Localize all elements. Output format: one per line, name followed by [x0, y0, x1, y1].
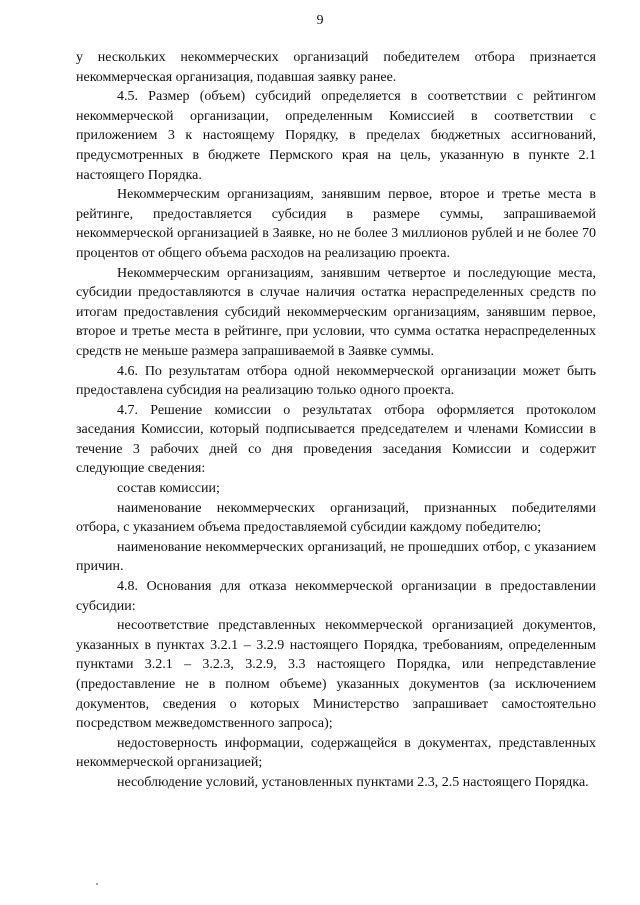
list-item-commission: состав комиссии; — [117, 481, 220, 497]
list-item-rejected: наименование некоммерческих организаций, не прошедших отбор, с указанием причин. — [76, 539, 596, 575]
document-body — [76, 48, 596, 793]
list-item-unreliable-info: недостоверность информации, содержащейся в документах, представленных некоммерческой организацией; — [76, 735, 596, 771]
page-number: 9 — [316, 13, 324, 28]
list-item-winners: наименование некоммерческих организаций, признанных победителями отбора, с указанием объема предоставляемой субсидии каждому победителю; — [76, 500, 596, 536]
list-item-noncompliance: несоответствие представленных некоммерческой организацией документов, указанных в пунктах 3.2.1 – 3.2.9 настоящего Порядка, требованиям, определенным пунктами 3.2.1 – 3.2.3, 3.2.9, 3.3 настоящего Порядка, или непредставление (предоставление не в полном объеме) указанных документов (за исключением документов, сведения о которых Министерство запрашивает самостоятельно посредством межведомственного запроса); — [76, 618, 596, 732]
paragraph-fourth-and-later: Некоммерческим организациям, занявшим четвертое и последующие места, субсидии предоставляются в случае наличия остатка нераспределенных средств по итогам предоставления субсидий некоммерческим организациям, занявшим первое, второе и третье места в рейтинге, при условии, что сумма остатка нераспределенных средств не меньше размера запрашиваемой в Заявке суммы. — [76, 265, 596, 359]
paragraph-4-8: 4.8. Основания для отказа некоммерческой организации в предоставлении субсидии: — [76, 579, 596, 614]
paragraph-top-three: Некоммерческим организациям, занявшим первое, второе и третье места в рейтинге, предоставляется субсидия в размере суммы, запрашиваемой некоммерческой организацией в Заявке, но не более 3 миллионов рублей и не более 70 процентов от общего объема расходов на реализацию проекта. — [76, 187, 596, 261]
paragraph-4-6: 4.6. По результатам отбора одной некоммерческой организации может быть предоставлена субсидия на реализацию только одного проекта. — [76, 363, 596, 399]
paragraph-continuation: у нескольких некоммерческих организаций победителем отбора признается некоммерческая организация, подавшая заявку ранее. — [76, 50, 596, 85]
paragraph-4-5: 4.5. Размер (объем) субсидий определяется в соответствии с рейтингом некоммерческой организации, определенным Комиссией в соответствии с приложением 3 к настоящему Порядку, в пределах бюджетных ассигнований, предусмотренных в бюджете Пермского края на цель, указанную в пункте 2.1 настоящего Порядка. — [76, 89, 596, 183]
list-item-conditions: несоблюдение условий, установленных пунктами 2.3, 2.5 настоящего Порядка. — [117, 774, 589, 790]
paragraph-4-7: 4.7. Решение комиссии о результатах отбора оформляется протоколом заседания Комиссии, который подписывается председателем и членами Комиссии в течение 3 рабочих дней со дня проведения заседания Комиссии и содержит следующие сведения: — [76, 402, 596, 477]
scan-artifact-dot — [96, 883, 98, 885]
